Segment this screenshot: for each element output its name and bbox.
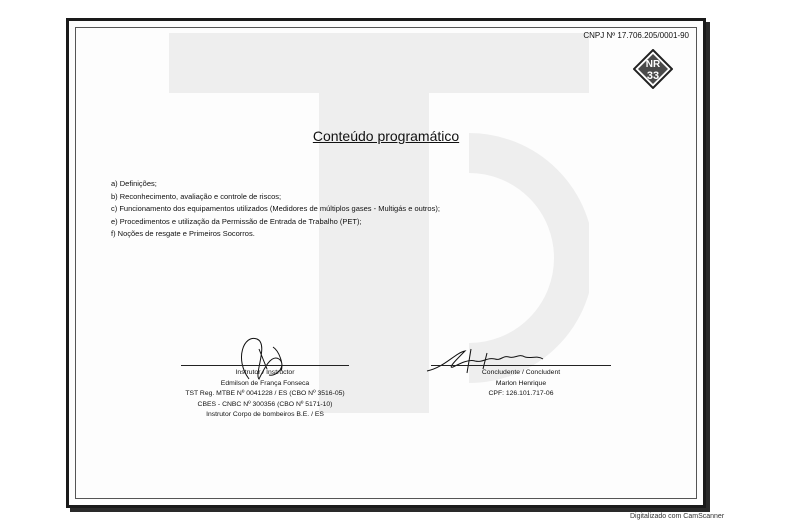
list-item: b) Reconhecimento, avaliação e controle de riscos;	[111, 191, 282, 201]
nr33-badge-icon	[633, 49, 673, 89]
instructor-reg-bombeiros: Instrutor Corpo de bombeiros B.E. / ES	[206, 411, 324, 418]
instructor-signature-line	[181, 365, 349, 366]
instructor-reg-cbes: CBES - CNBC Nº 300356 (CBO Nº 5171-10)	[197, 400, 333, 408]
certificate-page	[66, 18, 706, 508]
list-item: e) Procedimentos e utilização da Permissão de Entrada de Trabalho (PET);	[111, 216, 362, 226]
concludente-signature-line	[431, 365, 611, 366]
instructor-name: Edmilson de França Fonseca	[220, 379, 310, 387]
concludente-block	[431, 365, 611, 400]
badge-line2: 33	[646, 70, 660, 82]
list-item: c) Funcionamento dos equipamentos utilizados (Medidores de múltiplos gases - Multigás e outros);	[111, 204, 440, 213]
cnpj-text: CNPJ Nº 17.706.205/0001-90	[583, 31, 689, 40]
content-list	[111, 178, 440, 241]
list-item: f) Noções de resgate e Primeiros Socorros.	[111, 229, 255, 238]
instructor-block	[181, 365, 349, 421]
scanner-footer: Digitalizado com CamScanner	[630, 513, 725, 520]
instructor-reg-tst: TST Reg. MTBE Nº 0041228 / ES (CBO Nº 3516-05)	[185, 390, 345, 397]
badge-line1: NR	[645, 59, 661, 70]
concludente-cpf: CPF: 126.101.717-06	[488, 390, 554, 397]
instructor-role: Instrutor / Instructor	[235, 369, 295, 376]
page-title: Conteúdo programático	[312, 128, 460, 144]
concludente-name: Marlon Henrique	[495, 379, 547, 387]
list-item: a) Definições;	[111, 179, 157, 188]
concludente-role: Concludente / Concludent	[481, 369, 561, 376]
